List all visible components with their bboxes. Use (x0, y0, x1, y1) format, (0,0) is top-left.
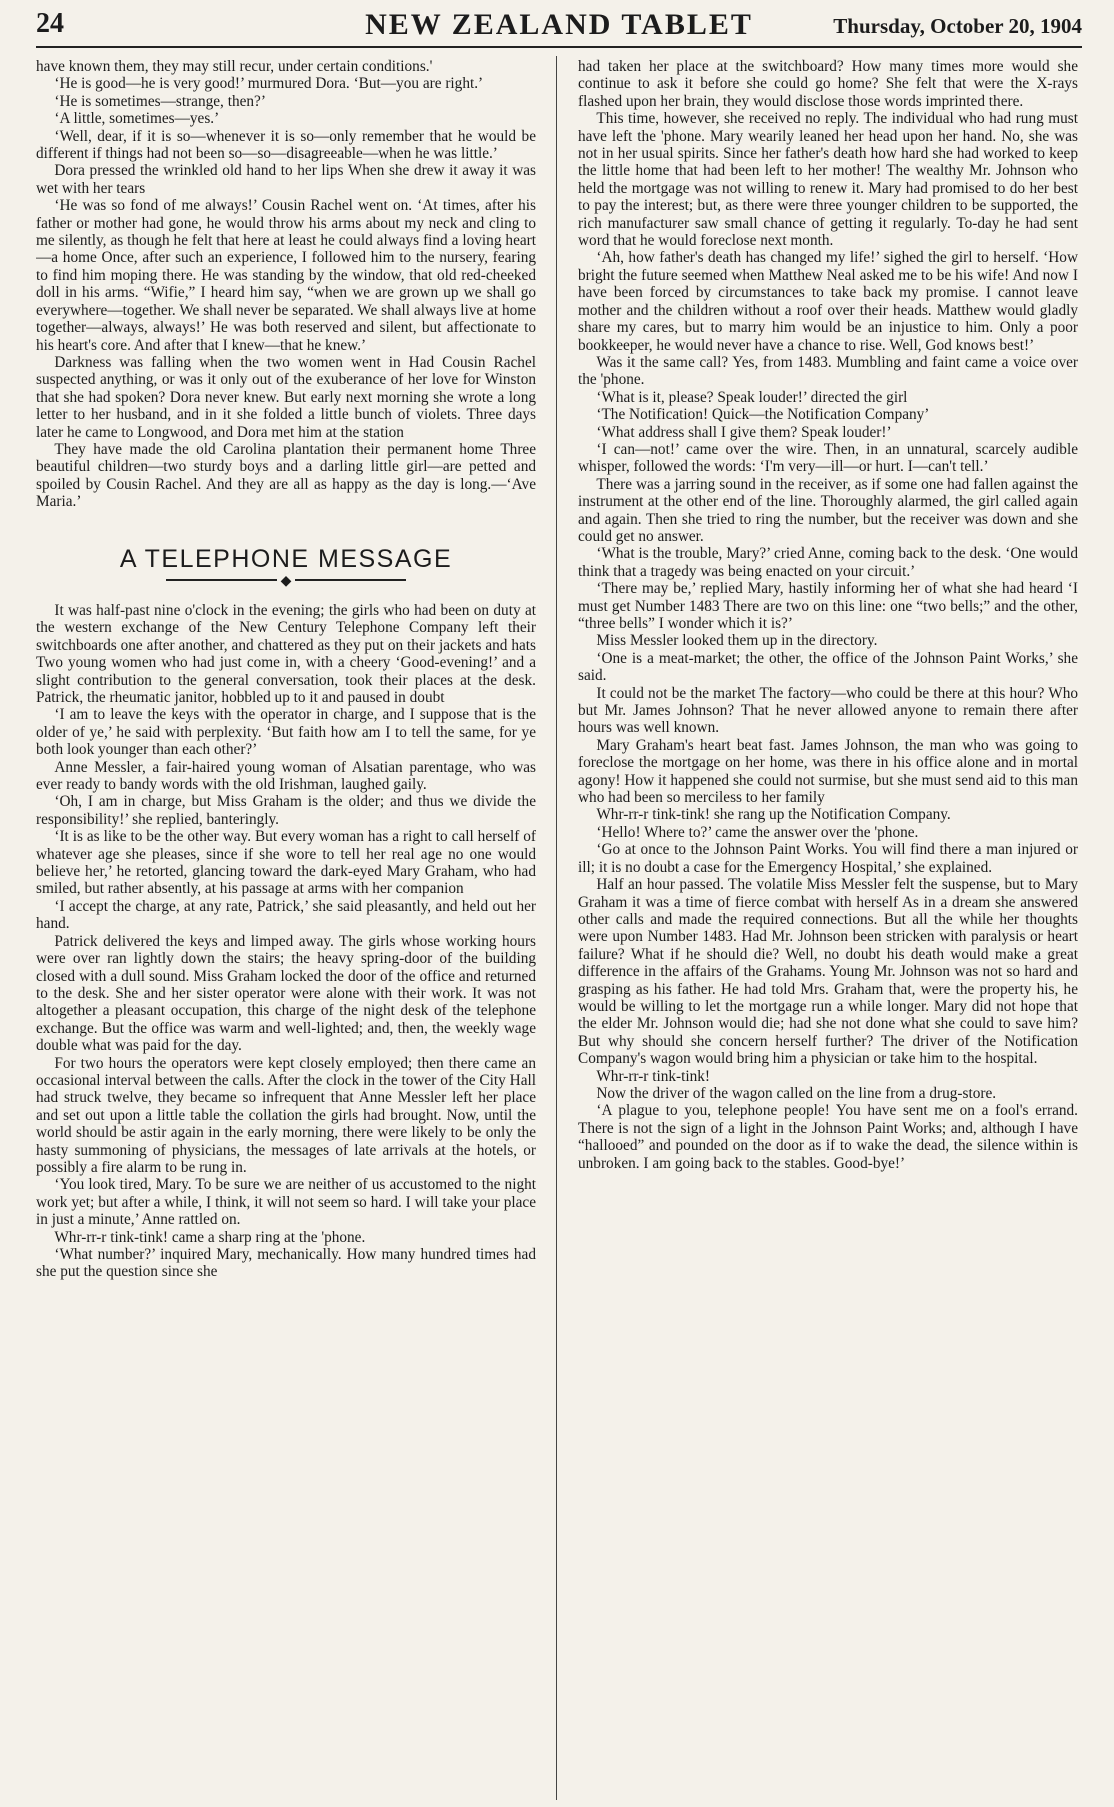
article-paragraph: ‘What number?’ inquired Mary, mechanically. How many hundred times had she put the question since she (36, 1246, 536, 1281)
article-paragraph: ‘There may be,’ replied Mary, hastily informing her of what she had heard ‘I must get Number 1483 There are two on this line: one “two bells;” and the other, “three bells” I wonder which it is?’ (578, 580, 1078, 632)
publication-title: NEW ZEALAND TABLET (365, 8, 753, 41)
article-paragraph: ‘One is a meat-market; the other, the office of the Johnson Paint Works,’ she said. (578, 649, 1078, 685)
article-paragraph: Patrick delivered the keys and limped away. The girls whose working hours were over ran lightly down the stairs; the heavy spring-door of the building closed with a dull sound. Miss Graham locked the door of the office and returned to the desk. She and her sister operator were alone with their work. It was not altogether a pleasant occupation, this charge of the night desk of the telephone exchange. But the office was warm and well-lighted; and, then, the weekly wage double what was paid for the day. (36, 932, 536, 1055)
story-paragraph: have known them, they may still recur, under certain conditions.' (36, 58, 433, 75)
story-paragraph: Darkness was falling when the two women went in Had Cousin Rachel suspected anything, or was it only out of the exuberance of her love for Winston that she had spoken? Dora never knew. But early next morning she wrote a long letter to her husband, and in it she folded a little bunch of violets. Three days later he came to Longwood, and Dora met him at the station (36, 353, 536, 441)
article-paragraph: Whr-rr-r tink-tink! came a sharp ring at the 'phone. (54, 1228, 366, 1246)
article-paragraph: ‘Oh, I am in charge, but Miss Graham is the older; and thus we divide the responsibility!’ she replied, banteringly. (36, 793, 536, 828)
article-paragraph: ‘Go at once to the Johnson Paint Works. You will find there a man injured or ill; it is no doubt a case for the Emergency Hospital,’ she explained. (578, 841, 1078, 876)
left-column (36, 58, 536, 1798)
article-paragraph: ‘Ah, how father's death has changed my life!’ sighed the girl to herself. ‘How bright the future seemed when Matthew Neal asked me to be his wife! And now I have been forced by circumstances to take back my promise. I cannot leave mother and the children without a roof over their heads. Matthew would gladly share my cares, but to marry him would be an injustice to him. Only a poor bookkeeper, he would never have a chance to rise. Well, God knows best!’ (578, 249, 1078, 354)
story-paragraph: They have made the old Carolina plantation their permanent home Three beautiful children—two sturdy boys and a darling little girl—are petted and spoiled by Cousin Rachel. And they are all as happy as the day is long.—‘Ave Maria.’ (36, 440, 536, 511)
article-paragraph: ‘What is it, please? Speak louder!’ directed the girl (596, 388, 908, 406)
page-number: 24 (36, 8, 64, 39)
article-paragraph: ‘I am to leave the keys with the operator in charge, and I suppose that is the older of ye,’ he said with perplexity. ‘But faith how am I to tell the same, for ye both look younger than each other?’ (36, 706, 536, 759)
article-paragraph: had taken her place at the switchboard? How many times more would she continue to ask it before she could go home? She felt that were the X-rays flashed upon her brain, they would disclose those words imprinted there. (578, 58, 1078, 110)
story-paragraph: ‘He is good—he is very good!’ murmured Dora. ‘But—you are right.’ (54, 75, 484, 93)
diamond-icon: ◆ (277, 574, 296, 590)
article-paragraph: ‘What address shall I give them? Speak louder!’ (596, 423, 892, 441)
article-paragraph: ‘What is the trouble, Mary?’ cried Anne, coming back to the desk. ‘One would think that a tragedy was being enacted on your circuit.’ (578, 545, 1078, 580)
article-paragraph: It was half-past nine o'clock in the evening; the girls who had been on duty at the western exchange of the New Century Telephone Company left their switchboards one after another, and chattered as they put on their jackets and hats Two young women who had just come in, with a cheery ‘Good-evening!’ and a slight contribution to the general conversation, took their places at the desk. Patrick, the rheumatic janitor, hobbled up to it and paused in doubt (36, 601, 536, 706)
story-paragraph: ‘He was so fond of me always!’ Cousin Rachel went on. ‘At times, after his father or mother had gone, he would throw his arms about my neck and cling to me silently, as though he felt that here at least he could always find a loving heart—a home Once, after such an experience, I followed him to the nursery, fearing to find him moping there. He was standing by the window, that old red-cheeked doll in his arms. “Wifie,” I heard him say, “when we are grown up we shall go everywhere—together. We shall never be separated. We shall always live at home together—always, always!’ He was both reserved and silent, but affectionate to his heart's core. And after that I knew—that he knew.’ (36, 197, 536, 354)
story-paragraph: ‘Well, dear, if it is so—whenever it is so—only remember that he would be different if things had not been so—so—disagreeable—when he was little.’ (36, 127, 536, 163)
article-paragraph: ‘A plague to you, telephone people! You have sent me on a fool's errand. There is not the sign of a light in the Johnson Paint Works; and, although I have “hallooed” and pounded on the door as if to wake the dead, the silence within is unbroken. I am going back to the stables. Good-bye!’ (578, 1102, 1078, 1172)
article-paragraph: Anne Messler, a fair-haired young woman of Alsatian parentage, who was ever ready to bandy words with the old Irishman, laughed gaily. (36, 758, 536, 794)
article-paragraph: Whr-rr-r tink-tink! (596, 1067, 711, 1085)
article-paragraph: This time, however, she received no reply. The individual who had rung must have left the 'phone. Mary wearily leaned her head upon her hand. No, she was not in her usual spirits. Since her father's death how hard she had worked to keep the little home that had been left to her mother! The wealthy Mr. Johnson who held the mortgage was not willing to renew it. Mary had promised to do her best to pay the interest; but, as there were three younger children to be supported, the rich manufacturer saw small chance of getting it regularly. To-day he had sent word that he would foreclose next month. (578, 110, 1078, 250)
article-title: A TELEPHONE MESSAGE (119, 544, 453, 573)
article-paragraph: Miss Messler looked them up in the directory. (596, 632, 878, 650)
article-paragraph: For two hours the operators were kept closely employed; then there came an occasional interval between the calls. After the clock in the tower of the City Hall had struck twelve, they became so infrequent that Anne Messler left her place and set out upon a little table the collation the girls had brought. Now, until the world should be astir again in the early morning, there were likely to be only the hasty summoning of physicians, the messages of late arrivals at the hotels, or possibly a fire alarm to be rung in. (36, 1054, 536, 1176)
article-paragraph: ‘I can—not!’ came over the wire. Then, in an unnatural, scarcely audible whisper, followed the words: ‘I'm very—ill—or hurt. I—can't tell.’ (578, 440, 1078, 476)
issue-date: Thursday, October 20, 1904 (833, 14, 1082, 38)
article-paragraph: ‘You look tired, Mary. To be sure we are neither of us accustomed to the night work yet; but after a while, I think, it will not seem so hard. I will take your place in just a minute,’ Anne rattled on. (36, 1176, 536, 1229)
article-paragraph: Was it the same call? Yes, from 1483. Mumbling and faint came a voice over the 'phone. (578, 353, 1078, 389)
article-paragraph: It could not be the market The factory—who could be there at this hour? Who but Mr. James Johnson? That he never allowed anyone to remain there after hours was well known. (578, 684, 1078, 737)
article-paragraph: ‘Hello! Where to?’ came the answer over the 'phone. (596, 823, 919, 841)
story-paragraph: ‘He is sometimes—strange, then?’ (54, 92, 266, 110)
story-paragraph: Dora pressed the wrinkled old hand to her lips When she drew it away it was wet with her tears (36, 162, 536, 197)
article-paragraph: Whr-rr-r tink-tink! she rang up the Notification Company. (596, 806, 951, 824)
article-paragraph: There was a jarring sound in the receiver, as if some one had fallen against the instrument at the other end of the line. Thoroughly alarmed, the girl called again and again. Then she tried to ring the number, but the receiver was down and she could get no answer. (578, 475, 1078, 545)
article-paragraph: ‘The Notification! Quick—the Notification Company’ (596, 406, 930, 424)
page-header (36, 6, 1082, 48)
right-column (578, 58, 1078, 1798)
article-paragraph: Now the driver of the wagon called on the line from a drug-store. (596, 1084, 997, 1102)
story-paragraph: ‘A little, sometimes—yes.’ (54, 110, 220, 128)
title-ornament (36, 572, 536, 588)
article-paragraph: ‘It is as like to be the other way. But every woman has a right to call herself of whatever age she pleases, since if she wore to tell her real age no one would believe her,’ he retorted, glancing toward the dark-eyed Mary Graham, who had smiled, but rather absently, at his passage at arms with her companion (36, 828, 536, 898)
article-paragraph: ‘I accept the charge, at any rate, Patrick,’ she said pleasantly, and held out her hand. (36, 897, 536, 933)
column-divider (556, 56, 557, 1800)
article-paragraph: Mary Graham's heart beat fast. James Johnson, the man who was going to foreclose the mortgage on her home, was there in his office alone and in mortal agony! How it happened she could not surmise, but she must send aid to this man who had been so merciless to her family (578, 736, 1078, 807)
article-paragraph: Half an hour passed. The volatile Miss Messler felt the suspense, but to Mary Graham it was a time of fierce combat with herself As in a dream she answered other calls and made the required connections. But all the while her thoughts were upon Number 1483. Had Mr. Johnson been stricken with paralysis or heart failure? What if he should die? Well, no doubt his death would make a great difference in the affairs of the Grahams. Young Mr. Johnson was not so hard and grasping as his father. He had told Mrs. Graham that, were the property his, he would be willing to let the mortgage run a while longer. Mary did not hope that the elder Mr. Johnson would die; had she not done what she could to save him? But why should she concern herself further? The driver of the Notification Company's wagon would bring him a physician or take him to the hospital. (578, 876, 1078, 1068)
